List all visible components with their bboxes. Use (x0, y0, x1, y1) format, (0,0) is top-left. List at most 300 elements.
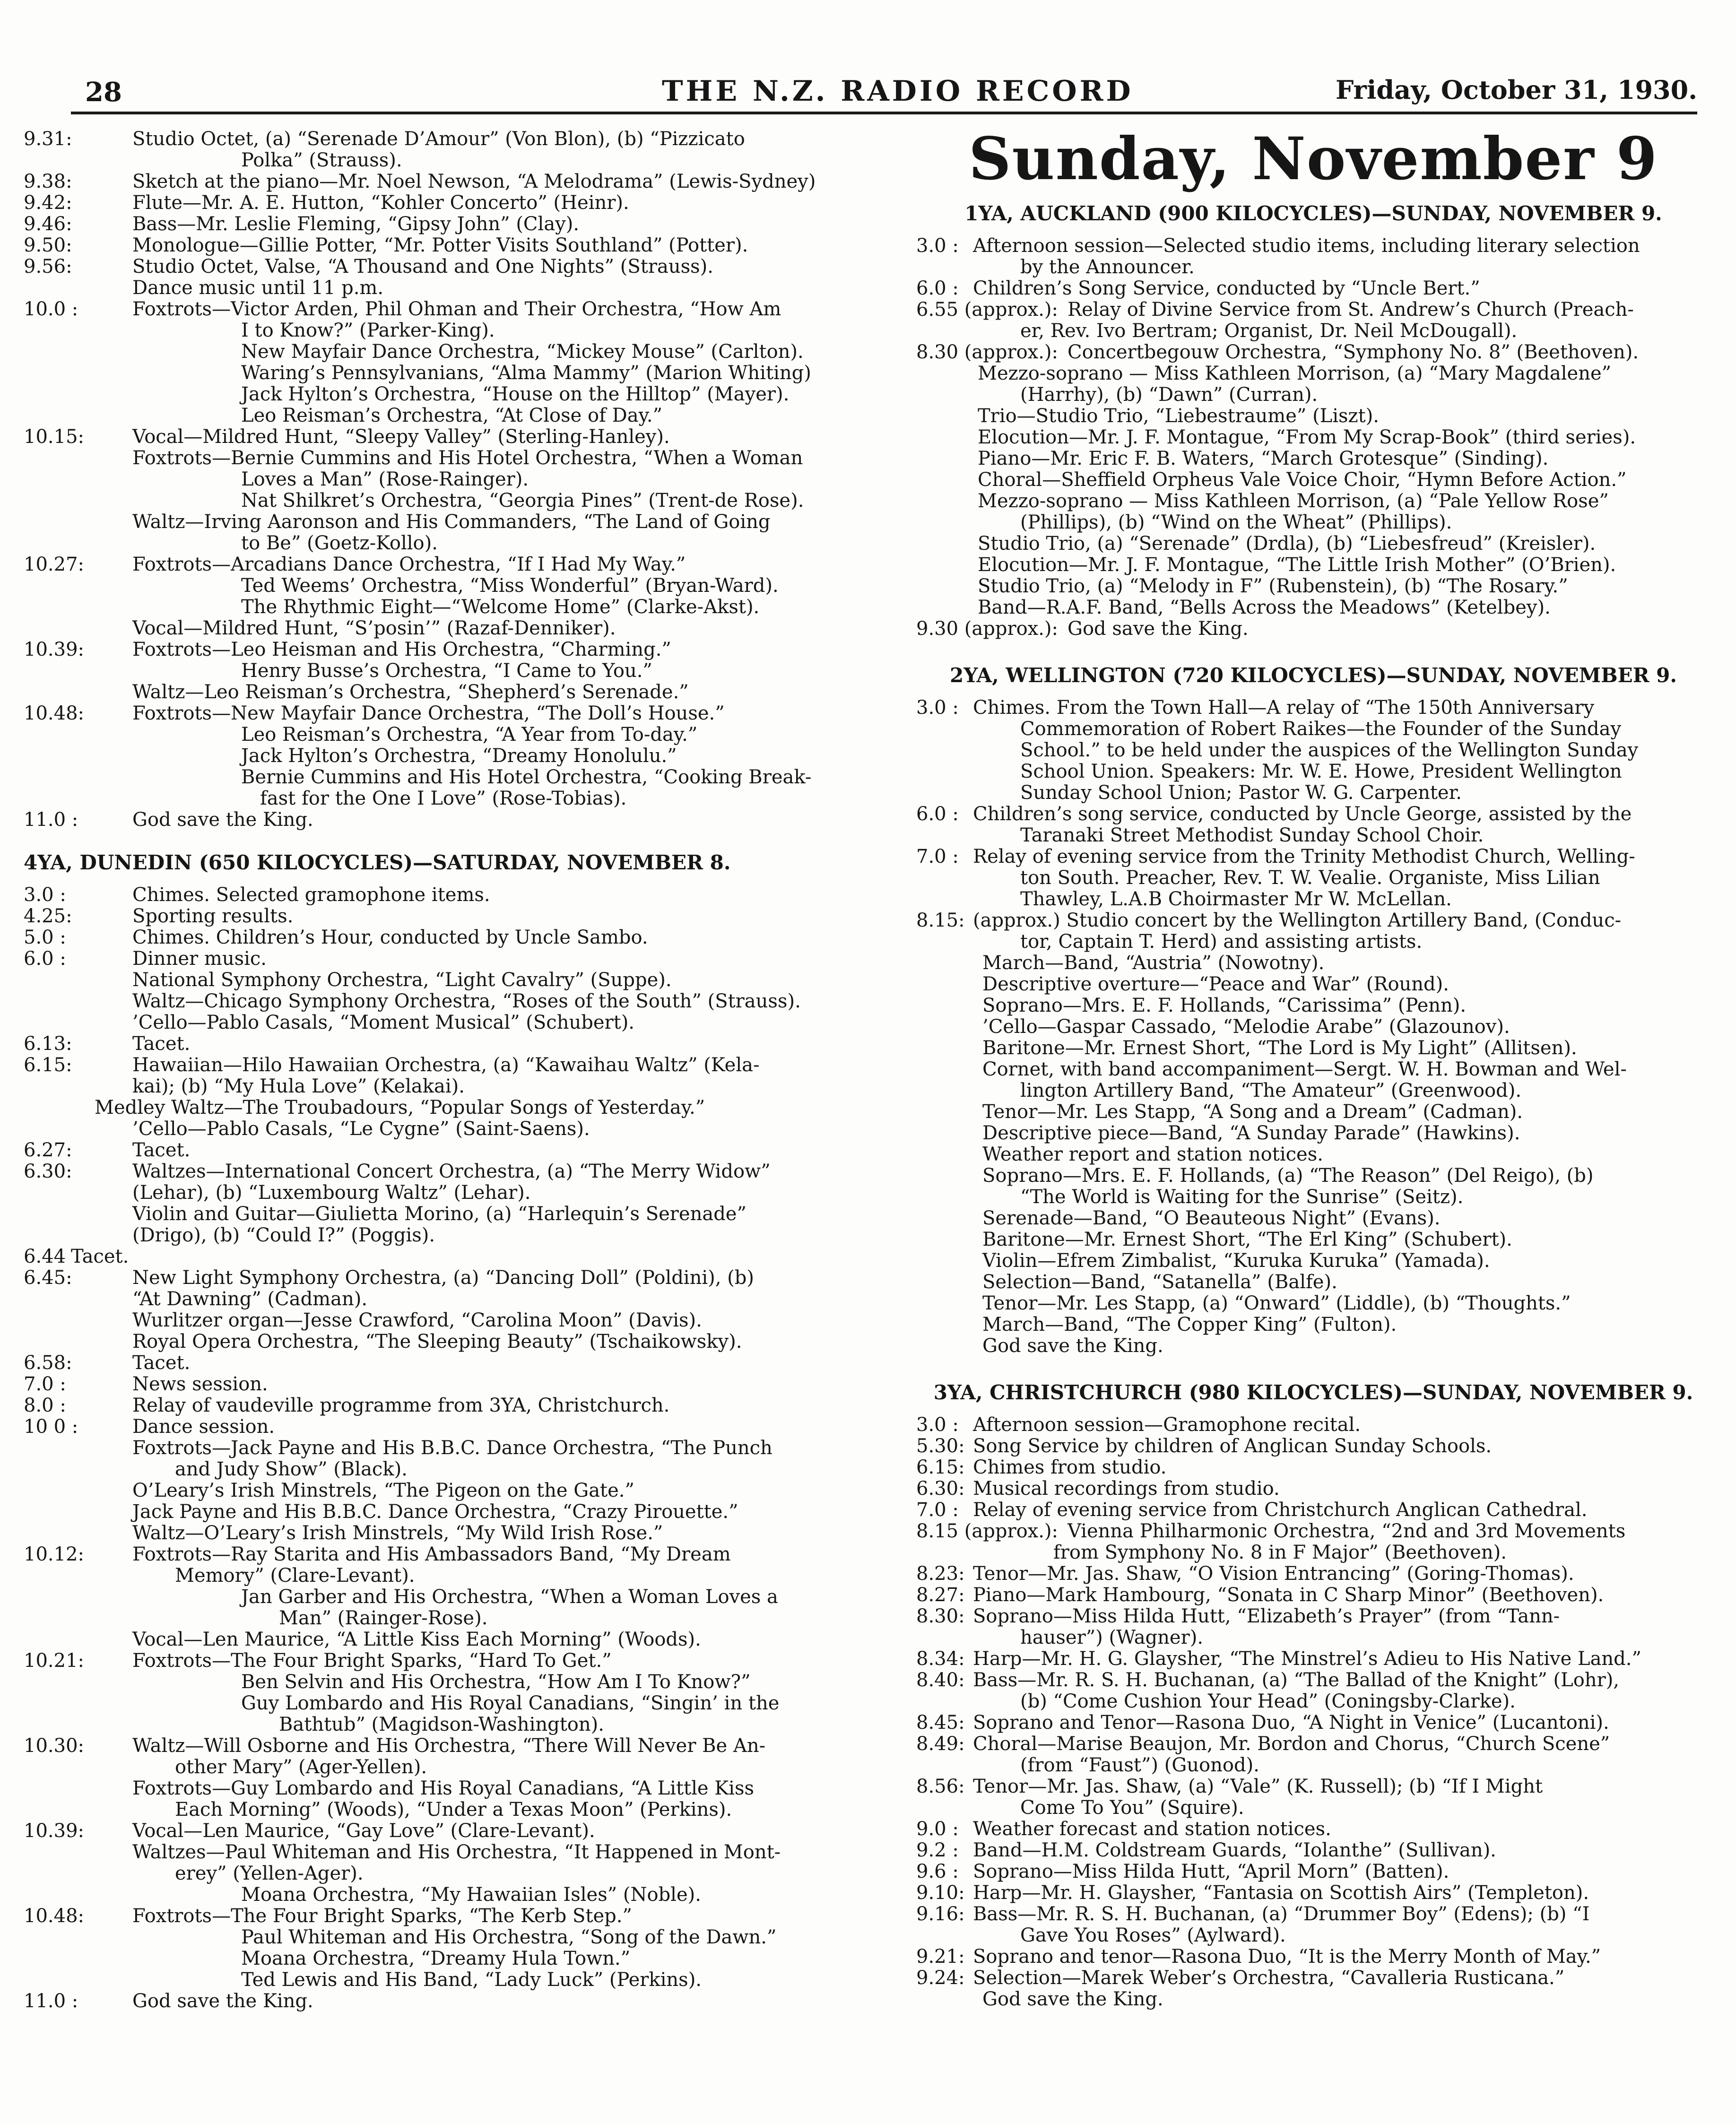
program-text: Bass—Mr. R. S. H. Buchanan, (a) “The Ballad of the Knight” (Lohr), (973, 1669, 1620, 1691)
time-label: 8.23: (916, 1563, 965, 1585)
program-text: (b) “Come Cushion Your Head” (Coningsby-Clarke). (1020, 1691, 1516, 1712)
time-label: 8.40: (916, 1669, 965, 1691)
program-entry (24, 906, 865, 927)
program-text: Chimes. Children’s Hour, conducted by Uncle Sambo. (132, 927, 648, 948)
program-entry (24, 1246, 865, 1267)
program-text: Dance music until 11 p.m. (132, 277, 384, 299)
program-text: Medley Waltz—The Troubadours, “Popular Songs of Yesterday.” (95, 1097, 705, 1118)
program-text: Foxtrots—Ray Starita and His Ambassadors Band, “My Dream (132, 1543, 731, 1565)
program-entry (911, 1585, 1715, 1606)
program-text: New Mayfair Dance Orchestra, “Mickey Mouse” (Carlton). (241, 341, 804, 363)
time-label: 11.0 : (24, 1990, 78, 2012)
program-line (911, 1776, 1715, 1797)
time-label: 9.10: (916, 1882, 965, 1904)
time-label: 9.16: (916, 1903, 965, 1925)
program-line (24, 1884, 865, 1906)
program-entry (911, 846, 1715, 910)
program-text: Soprano—Mrs. E. F. Hollands, “Carissima” (Penn). (982, 995, 1467, 1016)
program-text: Vocal—Len Maurice, “Gay Love” (Clare-Levant). (132, 1820, 595, 1842)
program-line (911, 533, 1715, 618)
program-line (24, 1586, 865, 1608)
program-text: God save the King. (982, 1988, 1163, 2010)
program-entry (24, 1352, 865, 1374)
program-line (24, 1544, 865, 1565)
program-text: (approx.) Studio concert by the Wellington Artillery Band, (Conduc- (973, 910, 1622, 931)
page-header (71, 71, 1697, 114)
program-text: Flute—Mr. A. E. Hutton, “Kohler Concerto” (Heinr). (132, 192, 629, 214)
program-entry (24, 1544, 865, 1650)
time-label: 8.34: (916, 1648, 965, 1670)
program-line (911, 1861, 1715, 1882)
time-label: 7.0 : (916, 1499, 959, 1521)
program-line (24, 171, 865, 192)
program-text: Baritone—Mr. Ernest Short, “The Erl King” (Schubert). (982, 1229, 1512, 1250)
program-line (24, 299, 865, 320)
program-line (911, 1606, 1715, 1627)
program-text: Tenor—Mr. Jas. Shaw, “O Vision Entrancing” (Goring-Thomas). (973, 1563, 1574, 1585)
program-text: Foxtrots—Guy Lombardo and His Royal Canadians, “A Little Kiss (132, 1777, 754, 1799)
program-text: Foxtrots—The Four Bright Sparks, “Hard To Get.” (132, 1650, 612, 1672)
program-text: (Drigo), (b) “Could I?” (Poggis). (132, 1224, 435, 1246)
program-line (24, 927, 865, 948)
program-text: Waltzes—Paul Whiteman and His Orchestra, “It Happened in Mont- (132, 1841, 781, 1863)
program-line (24, 320, 865, 341)
program-line (911, 512, 1715, 533)
program-text: Choral—Sheffield Orpheus Vale Voice Choir, “Hymn Before Action.” (978, 469, 1627, 491)
program-entry (911, 278, 1715, 299)
program-line (911, 1627, 1715, 1648)
program-text: ’Cello—Gaspar Cassado, “Melodie Arabe” (Glazounov). (982, 1016, 1510, 1038)
program-text: Henry Busse’s Orchestra, “I Came to You.” (241, 660, 652, 682)
program-line (911, 1691, 1715, 1712)
program-text: Chimes from studio. (973, 1456, 1167, 1478)
program-entry (911, 1734, 1715, 1776)
time-label: 6.0 : (24, 948, 66, 970)
program-line (911, 1734, 1715, 1755)
program-entry (911, 1904, 1715, 1946)
program-text: (from “Faust”) (Guonod). (1020, 1754, 1259, 1776)
time-label: 10.12: (24, 1543, 84, 1565)
program-entry (911, 910, 1715, 1357)
program-text: Musical recordings from studio. (973, 1478, 1280, 1500)
program-line (24, 1821, 865, 1842)
program-entry (24, 1650, 865, 1735)
program-line (911, 278, 1715, 299)
program-text: Polka” (Strauss). (241, 149, 402, 171)
program-text: Wurlitzer organ—Jesse Crawford, “Carolina Moon” (Davis). (132, 1309, 702, 1331)
program-text: kai); (b) “My Hula Love” (Kelakai). (132, 1075, 465, 1097)
program-line (911, 1670, 1715, 1691)
program-entry (911, 1776, 1715, 1819)
program-entry (24, 214, 865, 235)
program-line (911, 719, 1715, 804)
program-text: Studio Octet, (a) “Serenade D’Amour” (Von Blon), (b) “Pizzicato (132, 128, 745, 150)
program-text: Mezzo-soprano — Miss Kathleen Morrison, (a) “Mary Magdalene” (978, 363, 1612, 384)
program-entry (911, 697, 1715, 804)
program-line (911, 1989, 1715, 2010)
program-line (24, 1778, 865, 1799)
time-label: 9.0 : (916, 1818, 959, 1840)
time-label: 9.38: (24, 171, 72, 192)
program-text: News session. (132, 1373, 268, 1395)
program-line (24, 1118, 865, 1140)
program-text: Soprano—Miss Hilda Hutt, “Elizabeth’s Prayer” (from “Tann- (973, 1605, 1560, 1627)
program-line (911, 1436, 1715, 1457)
program-text: School.” to be held under the auspices of the Wellington Sunday (1020, 739, 1639, 761)
program-text: God save the King. (132, 809, 313, 831)
program-line (911, 1563, 1715, 1585)
program-entry (24, 1140, 865, 1161)
program-text: fast for the One I Love” (Rose-Tobias). (260, 788, 627, 809)
program-line (24, 1097, 865, 1118)
program-text: Dance session. (132, 1416, 275, 1438)
program-entry (24, 1735, 865, 1821)
program-text: lington Artillery Band, “The Amateur” (Greenwood). (1020, 1080, 1522, 1101)
program-text: Soprano—Miss Hilda Hutt, “April Morn” (Batten). (973, 1861, 1450, 1882)
program-text: er, Rev. Ivo Bertram; Organist, Dr. Neil McDougall). (1020, 320, 1518, 342)
program-line (24, 1608, 865, 1629)
program-entry (24, 884, 865, 906)
program-entry (911, 804, 1715, 846)
time-label: 9.24: (916, 1967, 965, 1989)
program-line (911, 1819, 1715, 1840)
program-entry (911, 1882, 1715, 1904)
program-text: Selection—Band, “Satanella” (Balfe). (982, 1271, 1337, 1293)
program-entry (24, 1395, 865, 1416)
program-line (24, 575, 865, 618)
program-text: Moana Orchestra, “My Hawaiian Isles” (Noble). (241, 1884, 701, 1906)
program-text: Foxtrots—Leo Heisman and His Orchestra, “Charming.” (132, 639, 671, 660)
program-text: “The World is Waiting for the Sunrise” (Seitz). (1020, 1186, 1464, 1208)
program-text: ’Cello—Pablo Casals, “Moment Musical” (Schubert). (132, 1012, 635, 1033)
right-column (911, 125, 1715, 2010)
program-text: Tacet. (132, 1139, 191, 1161)
program-text: Band—R.A.F. Band, “Bells Across the Meadows” (Ketelbey). (978, 597, 1551, 618)
program-line (911, 846, 1715, 867)
program-line (24, 214, 865, 235)
time-label: 5.0 : (24, 927, 66, 948)
program-entry (911, 1819, 1715, 1840)
program-line (24, 660, 865, 682)
program-text: Tacet. (132, 1033, 191, 1055)
program-line (24, 192, 865, 214)
program-line (24, 970, 865, 1033)
program-line (24, 1055, 865, 1076)
program-entry (911, 1648, 1715, 1670)
program-line (911, 1648, 1715, 1670)
time-label: 9.56: (24, 256, 72, 277)
program-line (24, 1906, 865, 1927)
program-entry (24, 927, 865, 948)
time-label: 6.27: (24, 1139, 72, 1161)
time-label: 8.30: (916, 1605, 965, 1627)
program-entry (24, 1055, 865, 1140)
left-column (24, 129, 865, 2012)
program-entry (24, 192, 865, 214)
program-entry (911, 1478, 1715, 1500)
time-label: 9.31: (24, 128, 72, 150)
program-text: The Rhythmic Eight—“Welcome Home” (Clarke-Akst). (241, 596, 760, 618)
program-line (24, 703, 865, 724)
program-text: Foxtrots—Victor Arden, Phil Ohman and Their Orchestra, “How Am (132, 298, 781, 320)
program-line (911, 1187, 1715, 1208)
program-text: Foxtrots—The Four Bright Sparks, “The Kerb Step.” (132, 1905, 632, 1927)
program-line (911, 235, 1715, 257)
program-text: Cornet, with band accompaniment—Sergt. W. H. Bowman and Wel- (982, 1058, 1627, 1080)
time-label: 6.44 (24, 1246, 66, 1267)
program-text: O’Leary’s Irish Minstrels, “The Pigeon on the Gate.” (132, 1480, 634, 1501)
program-entry (911, 1670, 1715, 1712)
program-line (911, 257, 1715, 278)
time-label: 9.42: (24, 192, 72, 214)
program-text: Guy Lombardo and His Royal Canadians, “Singin’ in the (241, 1692, 780, 1714)
program-entry (911, 1563, 1715, 1585)
program-entry (911, 1457, 1715, 1478)
program-text: Waltz—Leo Reisman’s Orchestra, “Shepherd’s Serenade.” (132, 681, 689, 703)
section-heading-wellington: 2YA, WELLINGTON (720 KILOCYCLES)—SUNDAY, NOVEMBER 9. (950, 664, 1677, 687)
program-line (24, 1863, 865, 1884)
program-text: erey” (Yellen-Ager). (175, 1863, 364, 1884)
program-line (911, 1500, 1715, 1521)
program-text: and Judy Show” (Black). (175, 1458, 408, 1480)
program-line (911, 1080, 1715, 1101)
program-line (911, 1882, 1715, 1904)
time-label: 10.21: (24, 1650, 84, 1672)
program-entry (24, 1416, 865, 1544)
program-text: Foxtrots—New Mayfair Dance Orchestra, “The Doll’s House.” (132, 702, 725, 724)
program-text: Vienna Philharmonic Orchestra, “2nd and 3rd Movements (1068, 1520, 1626, 1542)
program-text: Jack Payne and His B.B.C. Dance Orchestra, “Crazy Pirouette.” (132, 1501, 738, 1523)
program-line (911, 1712, 1715, 1734)
program-text: Soprano—Mrs. E. F. Hollands, (a) “The Reason” (Del Reigo), (b) (982, 1165, 1594, 1187)
program-text: God save the King. (1068, 618, 1249, 640)
program-text: Loves a Man” (Rose-Rainger). (241, 468, 529, 490)
time-label: 8.15: (916, 910, 965, 931)
program-line (24, 1289, 865, 1352)
time-label: 6.15: (916, 1456, 965, 1478)
program-line (24, 511, 865, 533)
time-label: 8.45: (916, 1712, 965, 1734)
program-line (24, 639, 865, 660)
program-line (24, 277, 865, 299)
time-label: 4.25: (24, 905, 72, 927)
program-text: Afternoon session—Gramophone recital. (973, 1414, 1361, 1436)
program-text: Thawley, L.A.B Choirmaster Mr W. McLellan. (1020, 888, 1452, 910)
time-label: 9.2 : (916, 1839, 959, 1861)
program-entry (24, 1267, 865, 1352)
program-text: Sunday School Union; Pastor W. G. Carpenter. (1020, 782, 1462, 804)
program-text: ’Cello—Pablo Casals, “Le Cygne” (Saint-Saens). (132, 1118, 590, 1140)
time-label: 3.0 : (916, 1414, 959, 1436)
program-line (911, 1585, 1715, 1606)
program-line (24, 554, 865, 575)
program-line (911, 910, 1715, 931)
program-entry (24, 1374, 865, 1395)
program-entry (24, 171, 865, 192)
time-label: 8.56: (916, 1776, 965, 1797)
time-label: 10.39: (24, 1820, 84, 1842)
program-line (24, 618, 865, 639)
program-text: Elocution—Mr. J. F. Montague, “The Little Irish Mother” (O’Brien). (978, 554, 1616, 576)
program-text: Tenor—Mr. Les Stapp, “A Song and a Dream” (Cadman). (982, 1101, 1523, 1123)
program-text: Chimes. From the Town Hall—A relay of “The 150th Anniversary (973, 697, 1595, 719)
program-text: Commemoration of Robert Raikes—the Founder of the Sunday (1020, 718, 1622, 740)
program-text: Vocal—Mildred Hunt, “S’posin’” (Razaf-Denniker). (132, 617, 616, 639)
section-heading-dunedin: 4YA, DUNEDIN (650 KILOCYCLES)—SATURDAY, NOVEMBER 8. (24, 851, 731, 874)
time-label: 8.30 (approx.): (916, 341, 1058, 363)
time-label: 11.0 : (24, 809, 78, 831)
time-label: 10.48: (24, 1905, 84, 1927)
program-text: Bass—Mr. R. S. H. Buchanan, (a) “Drummer Boy” (Edens); (b) “I (973, 1903, 1590, 1925)
program-text: Tacet. (71, 1246, 129, 1267)
program-line (911, 321, 1715, 342)
program-text: Waltz—Will Osborne and His Orchestra, “There Will Never Be An- (132, 1735, 766, 1757)
program-text: Relay of evening service from the Trinity Methodist Church, Welling- (973, 846, 1635, 867)
program-text: Violin—Efrem Zimbalist, “Kuruka Kuruka” (Yamada). (982, 1250, 1490, 1272)
program-text: by the Announcer. (1020, 256, 1195, 278)
program-line (24, 1927, 865, 1991)
program-text: other Mary” (Ager-Yellen). (175, 1756, 427, 1778)
program-text: Relay of vaudeville programme from 3YA, Christchurch. (132, 1395, 670, 1416)
program-entry (24, 129, 865, 171)
program-text: National Symphony Orchestra, “Light Cavalry” (Suppe). (132, 969, 672, 991)
program-entry (911, 1712, 1715, 1734)
program-entry (24, 1161, 865, 1246)
program-text: Violin and Guitar—Giulietta Morino, (a) “Harlequin’s Serenade” (132, 1203, 746, 1225)
program-line (24, 129, 865, 150)
program-line (24, 884, 865, 906)
program-text: Relay of Divine Service from St. Andrew’s Church (Preach- (1068, 299, 1634, 321)
program-entry (911, 1500, 1715, 1521)
program-line (911, 1840, 1715, 1861)
program-text: Weather report and station notices. (982, 1144, 1323, 1165)
time-label: 10.39: (24, 639, 84, 660)
time-label: 7.0 : (24, 1373, 66, 1395)
program-entry (24, 1821, 865, 1906)
time-label: 6.30: (916, 1478, 965, 1500)
program-line (24, 906, 865, 927)
program-line (24, 1459, 865, 1480)
program-entry (911, 299, 1715, 342)
program-text: Choral—Marise Beaujon, Mr. Bordon and Chorus, “Church Scene” (973, 1733, 1610, 1755)
program-line (24, 1735, 865, 1757)
time-label: 9.6 : (916, 1861, 959, 1882)
program-text: Children’s song service, conducted by Uncle George, assisted by the (973, 803, 1632, 825)
program-line (24, 235, 865, 256)
program-entry (911, 1414, 1715, 1436)
program-text: Piano—Mr. Eric F. B. Waters, “March Grotesque” (Sinding). (978, 448, 1549, 469)
program-text: Jack Hylton’s Orchestra, “House on the Hilltop” (Mayer). (241, 383, 790, 405)
day-banner: Sunday, November 9 (968, 125, 1658, 193)
program-line (24, 150, 865, 171)
program-text: Studio Trio, (a) “Serenade” (Drdla), (b) “Liebesfreud” (Kreisler). (978, 533, 1596, 555)
program-line (24, 682, 865, 703)
time-label: 6.0 : (916, 803, 959, 825)
program-line (911, 1797, 1715, 1819)
program-text: I to Know?” (Parker-King). (241, 320, 495, 341)
program-text: March—Band, “Austria” (Nowotny). (982, 952, 1325, 974)
program-line (911, 1478, 1715, 1500)
time-label: 10 0 : (24, 1416, 78, 1438)
program-line (24, 1714, 865, 1735)
program-text: Relay of evening service from Christchurch Anglican Cathedral. (973, 1499, 1588, 1521)
program-line (24, 1991, 865, 2012)
program-entry (24, 256, 865, 299)
time-label: 6.58: (24, 1352, 72, 1374)
program-text: Elocution—Mr. J. F. Montague, “From My Scrap-Book” (third series). (978, 426, 1636, 448)
program-entry (24, 703, 865, 809)
program-text: Selection—Marek Weber’s Orchestra, “Cavalleria Rusticana.” (973, 1967, 1565, 1989)
program-line (911, 1925, 1715, 1946)
time-label: 8.49: (916, 1733, 965, 1755)
program-entry (24, 1991, 865, 2012)
program-line (911, 384, 1715, 406)
program-entry (911, 618, 1715, 640)
program-text: Soprano and tenor—Rasona Duo, “It is the Merry Month of May.” (973, 1946, 1601, 1968)
program-line (911, 1542, 1715, 1563)
program-text: Studio Trio, (a) “Melody in F” (Rubenstein), (b) “The Rosary.” (978, 575, 1568, 597)
time-label: 7.0 : (916, 846, 959, 867)
program-text: God save the King. (982, 1335, 1163, 1357)
program-text: Gave You Roses” (Aylward). (1020, 1925, 1286, 1946)
program-line (911, 1521, 1715, 1542)
program-entry (911, 1840, 1715, 1861)
time-label: 6.30: (24, 1161, 72, 1182)
program-line (24, 533, 865, 554)
program-line (24, 341, 865, 426)
time-label: 8.27: (916, 1584, 965, 1606)
program-entry (911, 1861, 1715, 1882)
program-text: to Be” (Goetz-Kollo). (241, 532, 438, 554)
program-line (24, 724, 865, 809)
program-line (24, 1629, 865, 1650)
issue-date: Friday, October 31, 1930. (1336, 75, 1697, 105)
program-entry (24, 1033, 865, 1055)
program-text: March—Band, “The Copper King” (Fulton). (982, 1314, 1397, 1335)
program-line (911, 1101, 1715, 1187)
time-label: 3.0 : (916, 697, 959, 719)
time-label: 10.48: (24, 702, 84, 724)
program-text: Bathtub” (Magidson-Washington). (279, 1714, 604, 1735)
time-label: 6.15: (24, 1054, 72, 1076)
program-text: (Harrhy), (b) “Dawn” (Curran). (1020, 384, 1318, 406)
program-text: Hawaiian—Hilo Hawaiian Orchestra, (a) “Kawaihau Waltz” (Kela- (132, 1054, 760, 1076)
program-text: (Phillips), (b) “Wind on the Wheat” (Phillips). (1020, 511, 1452, 533)
program-text: Vocal—Mildred Hunt, “Sleepy Valley” (Sterling-Hanley). (132, 426, 670, 448)
program-text: Foxtrots—Bernie Cummins and His Hotel Orchestra, “When a Woman (132, 447, 803, 469)
program-line (911, 342, 1715, 363)
program-text: Jan Garber and His Orchestra, “When a Woman Loves a (241, 1586, 778, 1608)
program-text: Children’s Song Service, conducted by “Uncle Bert.” (973, 277, 1480, 299)
program-line (24, 1161, 865, 1182)
program-text: Foxtrots—Arcadians Dance Orchestra, “If I Had My Way.” (132, 554, 686, 575)
program-line (24, 1565, 865, 1586)
program-line (24, 1757, 865, 1778)
publication-title: THE N.Z. RADIO RECORD (662, 75, 1134, 108)
section-heading-christchurch: 3YA, CHRISTCHURCH (980 KILOCYCLES)—SUNDAY, NOVEMBER 9. (933, 1381, 1693, 1404)
program-text: Weather forecast and station notices. (973, 1818, 1331, 1840)
program-text: Foxtrots—Jack Payne and His B.B.C. Dance Orchestra, “The Punch (132, 1437, 773, 1459)
program-text: Jack Hylton’s Orchestra, “Dreamy Honolulu.” (241, 745, 677, 767)
program-text: tor, Captain T. Herd) and assisting artists. (1020, 931, 1423, 953)
program-text: Waltz—O’Leary’s Irish Minstrels, “My Wild Irish Rose.” (132, 1522, 663, 1544)
program-text: Leo Reisman’s Orchestra, “A Year from To-day.” (241, 724, 698, 746)
program-text: Bernie Cummins and His Hotel Orchestra, “Cooking Break- (241, 766, 812, 788)
program-entry (24, 554, 865, 639)
program-text: Sketch at the piano—Mr. Noel Newson, “A Melodrama” (Lewis-Sydney) (132, 171, 816, 192)
program-entry (911, 235, 1715, 278)
program-line (911, 825, 1715, 846)
